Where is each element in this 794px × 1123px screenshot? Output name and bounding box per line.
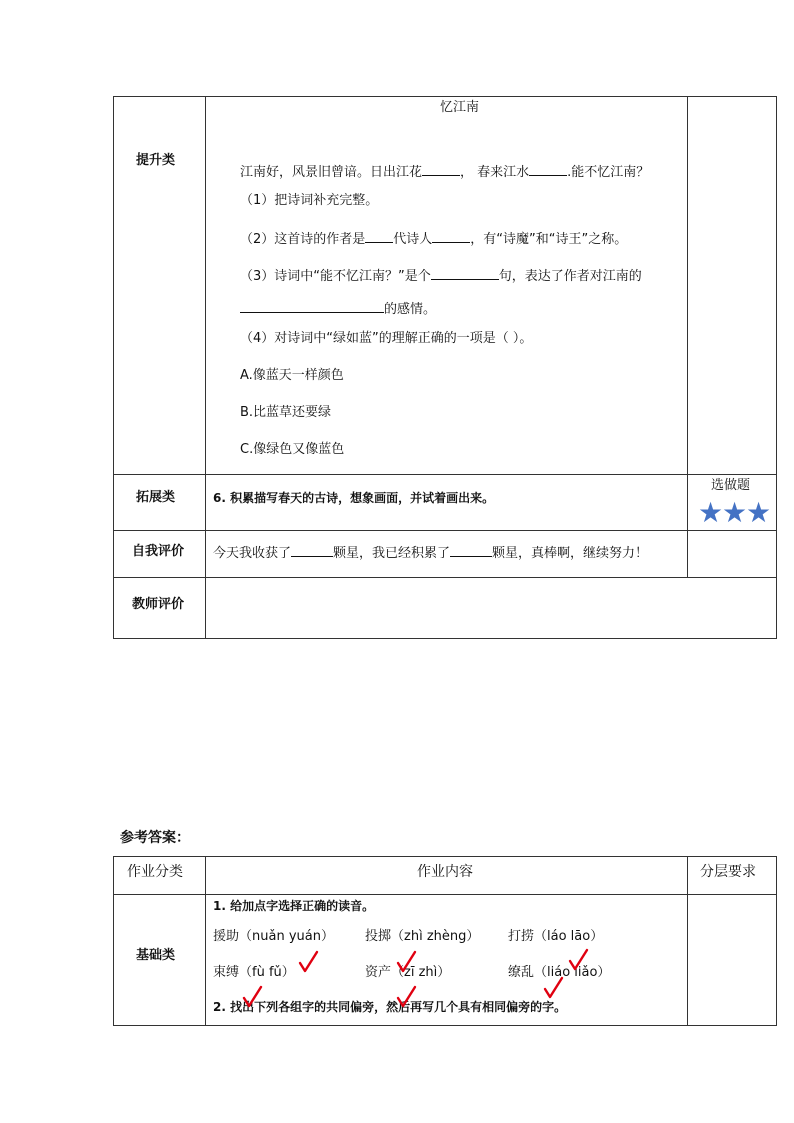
pinyin-options: （zī zhì） [391, 965, 451, 980]
table-1-border-left [113, 96, 114, 639]
table-2-border-bottom [113, 1025, 777, 1026]
pinyin-options: （zhì zhèng） [391, 929, 480, 944]
answer-blank[interactable] [431, 266, 499, 280]
pinyin-options: （nuǎn yuán） [239, 929, 334, 944]
extend-task: 6. 积累描写春天的古诗，想象画面，并试着画出来。 [213, 491, 495, 505]
answer-blank[interactable] [240, 299, 384, 313]
table-1-row-divider [113, 577, 777, 578]
self-eval-part-3: 颗星，真棒啊，继续努力！ [492, 546, 649, 561]
pinyin-options: （liáo liǎo） [534, 965, 611, 980]
self-eval-part-2: 颗星，我已经积累了 [333, 546, 451, 561]
checkmark-icon [543, 976, 565, 1000]
header-content: 作业内容 [417, 864, 473, 880]
table-2-col-divider [687, 856, 688, 1026]
table-2-header-divider [113, 894, 777, 895]
table-1-row-divider [113, 530, 777, 531]
pinyin-word: 投掷 [365, 929, 392, 944]
question-1: （1）把诗词补充完整。 [240, 193, 379, 208]
question-3-part-3: 的感情。 [384, 302, 437, 317]
pinyin-word: 打捞 [508, 929, 535, 944]
checkmark-icon [568, 948, 590, 972]
answer-blank[interactable] [450, 543, 492, 557]
poem-line-part-3: .能不忆江南？ [567, 165, 650, 180]
star-icon: ★ [722, 496, 748, 529]
table-2-border-left [113, 856, 114, 1026]
pinyin-item [508, 928, 603, 946]
self-evaluation-text [213, 543, 648, 563]
self-eval-part-1: 今天我收获了 [213, 546, 292, 561]
question-2-part-3: ，有“诗魔”和“诗王”之称。 [470, 232, 628, 247]
table-1-col-divider [205, 96, 206, 639]
answers-heading: 参考答案： [120, 830, 190, 846]
question-4: （4）对诗词中“绿如蓝”的理解正确的一项是（ ）。 [240, 331, 533, 346]
question-2 [240, 229, 627, 249]
answer-blank[interactable] [529, 162, 567, 176]
poem-line-part-2: ， 春来江水 [460, 165, 530, 180]
category-label-self: 自我评价 [132, 544, 185, 559]
basic-question-2: 2. 找出下列各组字的共同偏旁，然后再写几个具有相同偏旁的字。 [213, 1000, 567, 1014]
checkmark-icon [242, 985, 264, 1009]
answer-blank[interactable] [291, 543, 333, 557]
answer-blank[interactable] [365, 229, 393, 243]
option-a: A.像蓝天一样颜色 [240, 368, 344, 383]
pinyin-word: 资产 [365, 965, 392, 980]
table-1-row-divider [113, 474, 777, 475]
table-2-border-right [776, 856, 777, 1026]
answer-blank[interactable] [432, 229, 470, 243]
poem-title: 忆江南 [440, 100, 480, 115]
table-2-col-divider [205, 856, 206, 1026]
answer-blank[interactable] [422, 162, 460, 176]
option-b: B.比蓝草还要绿 [240, 405, 332, 420]
question-3-part-2: 句，表达了作者对江南的 [498, 269, 642, 284]
table-1-border-bottom [113, 638, 777, 639]
checkmark-icon [396, 950, 418, 974]
poem-line [240, 162, 649, 182]
category-label-basic: 基础类 [136, 948, 176, 963]
star-icon: ★ [698, 496, 724, 529]
pinyin-item [213, 928, 334, 946]
basic-question-1: 1. 给加点字选择正确的读音。 [213, 899, 375, 913]
checkmark-icon [396, 985, 418, 1009]
pinyin-item [365, 928, 479, 946]
checkmark-icon [298, 950, 320, 974]
table-1-border-right [776, 96, 777, 639]
pinyin-options: （fù fǔ） [239, 965, 295, 980]
pinyin-word: 缭乱 [508, 965, 535, 980]
table-1-border-top [113, 96, 777, 97]
table-2-border-top [113, 856, 777, 857]
question-2-part-2: 代诗人 [393, 232, 433, 247]
pinyin-word: 束缚 [213, 965, 240, 980]
question-2-part-1: （2）这首诗的作者是 [240, 232, 366, 247]
category-label-teacher: 教师评价 [132, 597, 185, 612]
option-c: C.像绿色又像蓝色 [240, 442, 345, 457]
question-3-line-2 [240, 299, 436, 319]
question-3 [240, 266, 642, 286]
pinyin-item [213, 964, 295, 982]
header-tier: 分层要求 [700, 864, 756, 880]
category-label-extend: 拓展类 [136, 490, 176, 505]
pinyin-word: 援助 [213, 929, 240, 944]
optional-label: 选做题 [711, 478, 751, 493]
pinyin-options: （láo lāo） [534, 929, 604, 944]
table-1-col-divider [687, 96, 688, 578]
category-label-promote: 提升类 [136, 153, 176, 168]
star-icon: ★ [746, 496, 772, 529]
question-3-part-1: （3）诗词中“能不忆江南？”是个 [240, 269, 431, 284]
header-category: 作业分类 [127, 864, 183, 880]
poem-line-part-1: 江南好，风景旧曾谙。日出江花 [240, 165, 423, 180]
